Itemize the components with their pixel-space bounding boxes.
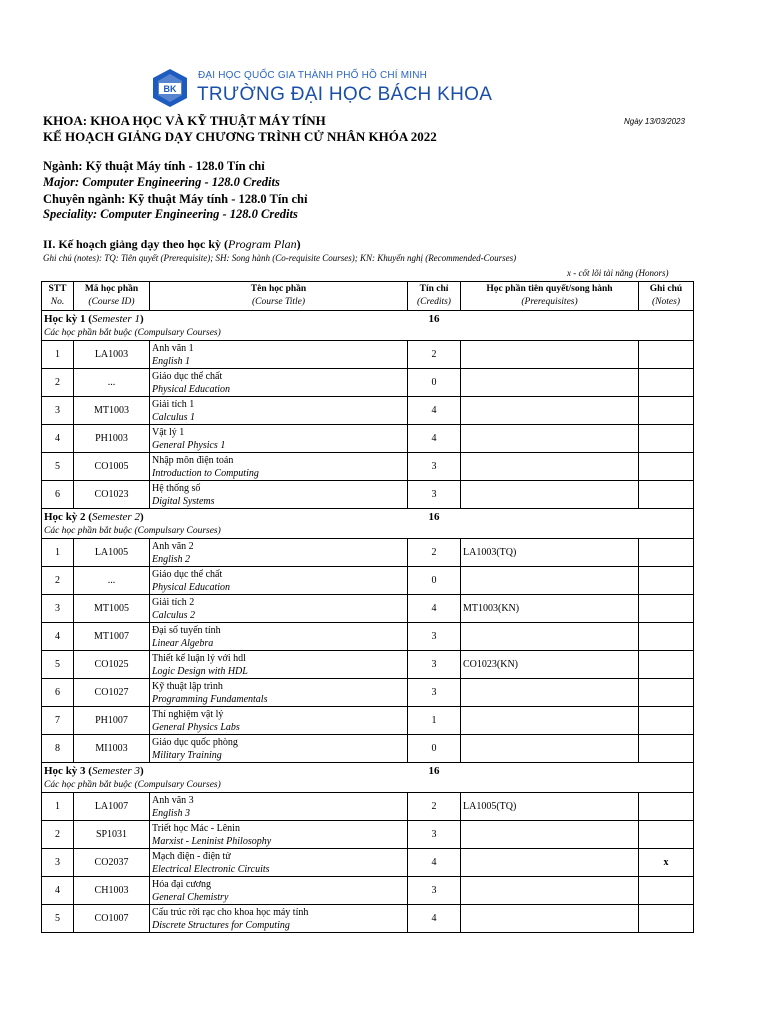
course-title-vn: Hệ thống số [152,482,201,494]
program-plan-table [41,281,694,933]
course-credits: 3 [408,651,461,679]
course-prerequisites [461,849,639,877]
major-vn: Ngành: Kỹ thuật Máy tính - 128.0 Tín chỉ [43,159,265,173]
course-stt: 7 [42,707,74,735]
semester-header-row [42,311,694,328]
course-prerequisites [461,821,639,849]
course-id: MI1003 [74,735,150,763]
course-credits: 4 [408,397,461,425]
logo-badge-text: BK [163,84,177,94]
course-stt: 6 [42,679,74,707]
course-title [150,651,408,679]
course-note [639,877,694,905]
course-credits: 4 [408,425,461,453]
course-credits: 0 [408,735,461,763]
course-stt: 2 [42,821,74,849]
table-row [42,481,694,509]
course-title-en: Discrete Structures for Computing [152,919,290,931]
category-row [42,327,694,341]
course-id: CH1003 [74,877,150,905]
course-title-en: Military Training [152,749,222,761]
course-id: LA1005 [74,539,150,567]
course-title [150,341,408,369]
course-credits: 2 [408,341,461,369]
course-id: CO2037 [74,849,150,877]
course-credits: 3 [408,453,461,481]
table-row [42,595,694,623]
course-note: x [639,849,694,877]
course-id: LA1007 [74,793,150,821]
course-title-vn: Vật lý 1 [152,426,185,438]
course-stt: 5 [42,651,74,679]
course-title-vn: Nhập môn điện toán [152,454,234,466]
course-id: CO1007 [74,905,150,933]
table-row [42,651,694,679]
course-credits: 4 [408,595,461,623]
semester-spacer [461,763,694,780]
course-title-en: Logic Design with HDL [152,665,248,677]
course-credits: 0 [408,369,461,397]
table-row [42,369,694,397]
faculty-heading: KHOA: KHOA HỌC VÀ KỸ THUẬT MÁY TÍNH [43,113,326,128]
university-logo [150,68,710,110]
speciality-vn: Chuyên ngành: Kỹ thuật Máy tính - 128.0 Tín chỉ [43,192,308,206]
course-title-en: Digital Systems [152,495,215,507]
course-prerequisites [461,369,639,397]
course-title [150,905,408,933]
course-id: ... [74,567,150,595]
course-credits: 0 [408,567,461,595]
course-title-vn: Giải tích 2 [152,596,195,608]
bk-logo-icon [150,68,190,108]
course-title [150,849,408,877]
course-note [639,369,694,397]
table-row [42,735,694,763]
course-title-vn: Hóa đại cương [152,878,212,890]
course-title-en: Physical Education [152,383,231,395]
course-title-vn: Thiết kế luận lý với hdl [152,652,246,664]
course-prerequisites: CO1023(KN) [461,651,639,679]
course-title-en: Electrical Electronic Circuits [152,863,270,875]
course-title-vn: Anh văn 2 [152,540,194,552]
course-title-en: Programming Fundamentals [152,693,268,705]
course-title [150,453,408,481]
semester-credits: 16 [408,311,461,328]
course-id: CO1005 [74,453,150,481]
course-prerequisites [461,707,639,735]
course-stt: 4 [42,623,74,651]
course-stt: 1 [42,793,74,821]
course-stt: 1 [42,539,74,567]
course-prerequisites: MT1003(KN) [461,595,639,623]
course-title [150,539,408,567]
course-credits: 2 [408,539,461,567]
course-id: PH1007 [74,707,150,735]
table-header-row [42,282,694,311]
semester-credits: 16 [408,509,461,526]
course-title-en: Physical Education [152,581,231,593]
course-stt: 2 [42,567,74,595]
course-title [150,397,408,425]
table-row [42,539,694,567]
course-title-en: Introduction to Computing [152,467,259,479]
course-prerequisites: LA1005(TQ) [461,793,639,821]
course-note [639,341,694,369]
semester-title: Học kỳ 1 (Semester 1) [42,311,408,328]
course-note [639,679,694,707]
course-stt: 5 [42,905,74,933]
course-credits: 4 [408,849,461,877]
course-id: PH1003 [74,425,150,453]
course-title-vn: Anh văn 1 [152,342,194,354]
course-id: MT1003 [74,397,150,425]
course-stt: 4 [42,877,74,905]
table-row [42,341,694,369]
speciality-en: Speciality: Computer Engineering - 128.0 Credits [43,207,298,221]
course-note [639,567,694,595]
course-stt: 5 [42,453,74,481]
table-row [42,623,694,651]
course-id: ... [74,369,150,397]
col-course-id: Mã học phần (Course ID) [74,282,150,311]
course-credits: 3 [408,821,461,849]
course-credits: 1 [408,707,461,735]
course-note [639,821,694,849]
course-stt: 3 [42,849,74,877]
col-stt: STT No. [42,282,74,311]
course-title-vn: Giải tích 1 [152,398,195,410]
section-title: II. Kế hoạch giảng dạy theo học kỳ (Program Plan) [43,237,301,251]
semester-title: Học kỳ 3 (Semester 3) [42,763,408,780]
course-prerequisites: LA1003(TQ) [461,539,639,567]
course-title-vn: Giáo dục thể chất [152,568,223,580]
course-credits: 2 [408,793,461,821]
col-course-title: Tên học phần (Course Title) [150,282,408,311]
course-title-en: Linear Algebra [152,637,214,649]
semester-credits: 16 [408,763,461,780]
course-note [639,707,694,735]
course-note [639,481,694,509]
course-note [639,905,694,933]
course-stt: 3 [42,595,74,623]
logo-line1: ĐẠI HỌC QUỐC GIA THÀNH PHỐ HỒ CHÍ MINH [198,70,428,81]
course-title-en: English 2 [152,553,191,565]
course-note [639,595,694,623]
category-label: Các học phần bắt buộc (Compulsary Courses) [42,525,694,539]
course-stt: 6 [42,481,74,509]
course-prerequisites [461,567,639,595]
course-title-vn: Triết học Mác - Lênin [152,822,240,834]
course-title-vn: Mạch điện - điện tử [152,850,231,862]
course-prerequisites [461,397,639,425]
table-row [42,567,694,595]
course-title [150,793,408,821]
course-note [639,539,694,567]
table-row [42,425,694,453]
course-id: CO1027 [74,679,150,707]
course-note [639,425,694,453]
table-row [42,679,694,707]
table-row [42,877,694,905]
course-id: LA1003 [74,341,150,369]
course-title [150,481,408,509]
course-note [639,397,694,425]
course-id: SP1031 [74,821,150,849]
course-stt: 1 [42,341,74,369]
course-title [150,425,408,453]
col-prerequisites: Học phần tiên quyết/song hành (Prerequisites) [461,282,639,311]
course-title [150,735,408,763]
table-row [42,793,694,821]
table-row [42,905,694,933]
course-stt: 4 [42,425,74,453]
course-prerequisites [461,341,639,369]
table-row [42,453,694,481]
semester-spacer [461,509,694,526]
col-notes: Ghi chú (Notes) [639,282,694,311]
course-prerequisites [461,679,639,707]
course-title-en: General Physics Labs [152,721,240,733]
course-prerequisites [461,905,639,933]
col-credits: Tín chỉ (Credits) [408,282,461,311]
semester-spacer [461,311,694,328]
plan-title: KẾ HOẠCH GIẢNG DẠY CHƯƠNG TRÌNH CỬ NHÂN KHÓA 2022 [43,129,437,144]
table-row [42,397,694,425]
course-credits: 3 [408,877,461,905]
course-title-en: General Physics 1 [152,439,226,451]
category-label: Các học phần bắt buộc (Compulsary Courses) [42,327,694,341]
semester-header-row [42,763,694,780]
course-id: MT1005 [74,595,150,623]
notes-legend: Ghi chú (notes): TQ: Tiên quyết (Prerequisite); SH: Song hành (Co-requisite Courses); KN: Khuyến nghị (Recommended-Courses) [43,253,517,263]
semester-header-row [42,509,694,526]
course-title [150,707,408,735]
course-title [150,821,408,849]
course-title-en: Calculus 1 [152,411,196,423]
course-credits: 3 [408,623,461,651]
honors-legend: x - cốt lõi tài năng (Honors) [567,268,669,278]
major-en: Major: Computer Engineering - 128.0 Credits [43,175,280,189]
document-date: Ngày 13/03/2023 [624,117,685,126]
course-title-en: Marxist - Leninist Philosophy [152,835,272,847]
course-note [639,651,694,679]
course-title-vn: Cấu trúc rời rạc cho khoa học máy tính [152,906,309,918]
category-row [42,525,694,539]
course-prerequisites [461,735,639,763]
course-prerequisites [461,453,639,481]
category-row [42,779,694,793]
course-id: CO1023 [74,481,150,509]
course-prerequisites [461,877,639,905]
course-title [150,567,408,595]
course-title [150,595,408,623]
course-stt: 3 [42,397,74,425]
semester-title: Học kỳ 2 (Semester 2) [42,509,408,526]
course-title-en: General Chemistry [152,891,229,903]
course-title-vn: Giáo dục quốc phòng [152,736,238,748]
course-prerequisites [461,425,639,453]
course-stt: 8 [42,735,74,763]
course-title-vn: Anh văn 3 [152,794,194,806]
course-prerequisites [461,481,639,509]
course-title-vn: Thí nghiệm vật lý [152,708,224,720]
table-row [42,707,694,735]
course-title [150,623,408,651]
course-title-en: Calculus 2 [152,609,196,621]
course-title-vn: Kỹ thuật lập trình [152,680,223,692]
course-title [150,679,408,707]
course-credits: 4 [408,905,461,933]
course-title-en: English 3 [152,807,191,819]
table-row [42,849,694,877]
course-title [150,369,408,397]
logo-line2: TRƯỜNG ĐẠI HỌC BÁCH KHOA [197,84,493,105]
course-prerequisites [461,623,639,651]
table-row [42,821,694,849]
course-title-en: English 1 [152,355,191,367]
course-id: MT1007 [74,623,150,651]
course-note [639,623,694,651]
course-title [150,877,408,905]
course-note [639,793,694,821]
course-title-vn: Đại số tuyến tính [152,624,221,636]
course-note [639,735,694,763]
course-stt: 2 [42,369,74,397]
course-id: CO1025 [74,651,150,679]
course-title-vn: Giáo dục thể chất [152,370,223,382]
category-label: Các học phần bắt buộc (Compulsary Courses) [42,779,694,793]
course-credits: 3 [408,481,461,509]
course-note [639,453,694,481]
course-credits: 3 [408,679,461,707]
